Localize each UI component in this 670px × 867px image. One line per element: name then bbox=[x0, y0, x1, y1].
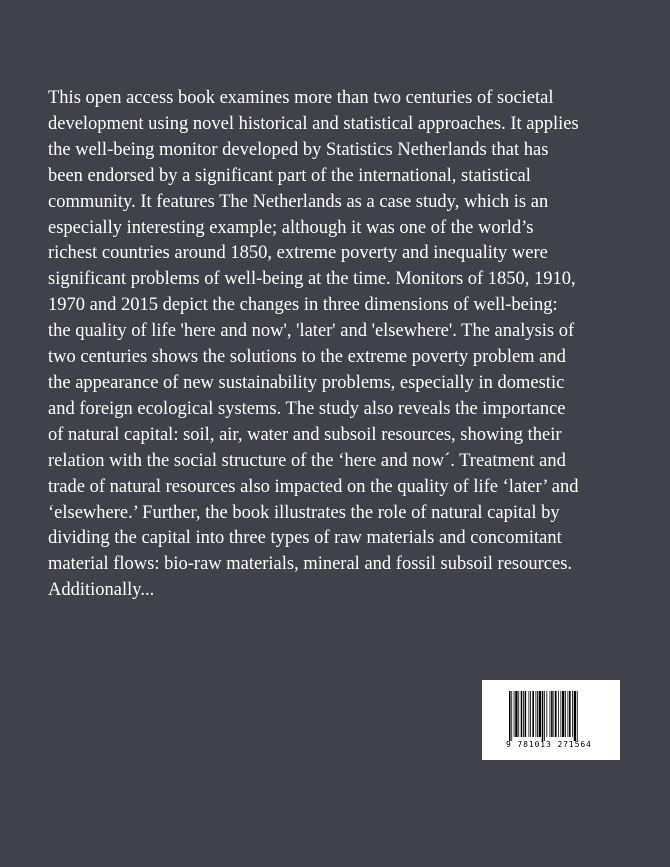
back-cover-blurb bbox=[48, 86, 633, 604]
barcode-bars bbox=[509, 691, 593, 741]
blurb-line: trade of natural resources also impacted on the quality of life ‘later’ and bbox=[48, 476, 579, 497]
blurb-line: 1970 and 2015 depict the changes in three dimensions of well-being: bbox=[48, 295, 558, 316]
blurb-line: two centuries shows the solutions to the extreme poverty problem and bbox=[48, 347, 566, 368]
isbn-barcode bbox=[482, 680, 620, 760]
isbn-number: 9 781013 271564 bbox=[506, 740, 592, 749]
blurb-line: the appearance of new sustainability problems, especially in domestic bbox=[48, 372, 565, 393]
blurb-line: and foreign ecological systems. The study also reveals the importance bbox=[48, 398, 566, 419]
blurb-line: material flows: bio-raw materials, mineral and fossil subsoil resources. bbox=[48, 554, 573, 575]
blurb-line: of natural capital: soil, air, water and subsoil resources, showing their bbox=[48, 424, 562, 445]
blurb-line: especially interesting example; although it was one of the world’s bbox=[48, 217, 534, 238]
blurb-line: Additionally... bbox=[48, 580, 155, 601]
blurb-line: dividing the capital into three types of raw materials and concomitant bbox=[48, 528, 562, 549]
blurb-line: been endorsed by a significant part of the international, statistical bbox=[48, 165, 531, 186]
blurb-line: ‘elsewhere.’ Further, the book illustrates the role of natural capital by bbox=[48, 502, 560, 523]
blurb-line: development using novel historical and statistical approaches. It applies bbox=[48, 113, 579, 134]
blurb-line: richest countries around 1850, extreme poverty and inequality were bbox=[48, 243, 548, 264]
blurb-line: the quality of life 'here and now', 'later' and 'elsewhere'. The analysis of bbox=[48, 321, 575, 342]
blurb-line: community. It features The Netherlands as a case study, which is an bbox=[48, 191, 549, 212]
blurb-line: This open access book examines more than two centuries of societal bbox=[48, 88, 554, 108]
blurb-line: the well-being monitor developed by Statistics Netherlands that has bbox=[48, 139, 549, 160]
blurb-line: relation with the social structure of the ‘here and now´. Treatment and bbox=[48, 450, 566, 471]
blurb-line: significant problems of well-being at the time. Monitors of 1850, 1910, bbox=[48, 269, 576, 290]
